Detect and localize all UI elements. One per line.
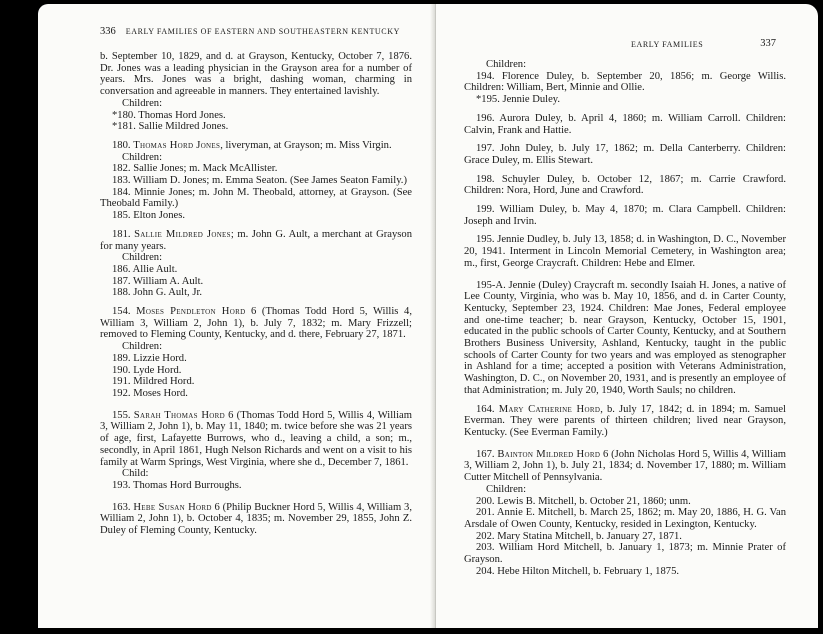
paragraph bbox=[464, 174, 786, 197]
paragraph-text: 198. Schuyler Duley, b. October 12, 1867; m. Carrie Crawford. Children: Nora, Hord, June and Crawford. bbox=[464, 173, 786, 197]
paragraph-text: 190. Lyde Hord. bbox=[112, 364, 182, 376]
page-number: 336 bbox=[100, 26, 116, 37]
paragraph-text: 191. Mildred Hord. bbox=[112, 376, 195, 388]
paragraph-text: Child: bbox=[122, 468, 149, 480]
paragraph-text: Children: bbox=[122, 151, 163, 163]
entry-number: 181. bbox=[112, 228, 131, 240]
paragraph-text: Children: bbox=[486, 59, 527, 70]
paragraph-text: Children: bbox=[122, 97, 163, 109]
paragraph bbox=[100, 229, 412, 252]
paragraph-text: 196. Aurora Duley, b. April 4, 1860; m. William Carroll. Children: Calvin, Frank and Hattie. bbox=[464, 112, 786, 136]
entry-number: 154. bbox=[112, 306, 131, 318]
person-name: Moses Pendleton Hord bbox=[136, 306, 246, 318]
paragraph-text: 202. Mary Statina Mitchell, b. January 27, 1871. bbox=[476, 530, 682, 542]
paragraph-text: 183. William D. Jones; m. Emma Seaton. (See James Seaton Family.) bbox=[112, 175, 407, 187]
paragraph bbox=[464, 71, 786, 94]
paragraph-text: Children: bbox=[122, 252, 163, 264]
paragraph bbox=[100, 468, 412, 480]
paragraph bbox=[100, 152, 412, 164]
paragraph bbox=[100, 110, 412, 122]
paragraph bbox=[100, 306, 412, 341]
paragraph bbox=[464, 496, 786, 508]
paragraph-text: 185. Elton Jones. bbox=[112, 210, 185, 222]
paragraph bbox=[100, 163, 412, 175]
person-name: Thomas Hord Jones bbox=[133, 139, 221, 151]
paragraph-text: , b. July 17, 1842; d. in 1894; m. Samuel Everman. They were parents of thirteen children; lived near Grayson, Kentucky. (See Everman Family.) bbox=[464, 403, 786, 438]
paragraph bbox=[464, 234, 786, 269]
paragraph bbox=[100, 353, 412, 365]
paragraph-text: Children: bbox=[486, 483, 527, 495]
paragraph bbox=[100, 98, 412, 110]
entry-number: 180. bbox=[112, 139, 131, 151]
left-text-column bbox=[100, 51, 412, 537]
paragraph bbox=[100, 121, 412, 133]
running-head: EARLY FAMILIES bbox=[631, 40, 704, 49]
paragraph-text: 184. Minnie Jones; m. John M. Theobald, attorney, at Grayson. (See Theobald Family.) bbox=[100, 186, 412, 210]
person-name: Hebe Susan Hord bbox=[133, 501, 212, 513]
paragraph bbox=[464, 531, 786, 543]
paragraph bbox=[100, 341, 412, 353]
paragraph-text: *195. Jennie Duley. bbox=[476, 94, 561, 106]
paragraph bbox=[100, 140, 412, 152]
person-name: Mary Catherine Hord bbox=[498, 403, 601, 415]
paragraph bbox=[100, 287, 412, 299]
paragraph-text: b. September 10, 1829, and d. at Grayson, Kentucky, October 7, 1876. Dr. Jones was a leading physician in the Grayson area for a number of years. Mrs. Jones was a bright, dashing woman, charming in conversation and agreeable in manners. They entertained lavishly. bbox=[100, 51, 412, 98]
paragraph-text: 194. Florence Duley, b. September 20, 1856; m. George Willis. Children: William, Bert, Minnie and Ollie. bbox=[464, 70, 786, 94]
running-head: EARLY FAMILIES OF EASTERN AND SOUTHEASTERN KENTUCKY bbox=[125, 27, 400, 36]
right-page bbox=[436, 4, 818, 628]
paragraph bbox=[464, 484, 786, 496]
paragraph-text: 204. Hebe Hilton Mitchell, b. February 1, 1875. bbox=[476, 565, 680, 577]
paragraph bbox=[100, 187, 412, 210]
paragraph-text: Children: bbox=[122, 341, 163, 353]
paragraph-text: 197. John Duley, b. July 17, 1862; m. Della Canterberry. Children: Grace Duley, m. Ellis Stewart. bbox=[464, 143, 786, 166]
paragraph bbox=[100, 276, 412, 288]
paragraph bbox=[464, 143, 786, 166]
right-text-column bbox=[464, 59, 786, 577]
entry-number: 164. bbox=[476, 403, 495, 415]
entry-number: 163. bbox=[112, 501, 131, 513]
paragraph bbox=[464, 113, 786, 136]
paragraph bbox=[100, 480, 412, 492]
left-page bbox=[38, 4, 436, 628]
paragraph bbox=[464, 566, 786, 578]
paragraph bbox=[464, 507, 786, 530]
paragraph bbox=[464, 59, 786, 71]
paragraph-text: 182. Sallie Jones; m. Mack McAllister. bbox=[112, 163, 278, 175]
paragraph bbox=[464, 280, 786, 397]
entry-number: 167. bbox=[476, 448, 495, 460]
paragraph-text: 6 (Philip Buckner Hord 5, Willis 4, William 3, William 2, John 1), b. October 4, 1835; m. November 29, 1855, John Z. Duley of Fleming County, Kentucky. bbox=[100, 501, 412, 537]
person-name: Sarah Thomas Hord bbox=[133, 409, 225, 421]
person-name: Sallie Mildred Jones bbox=[134, 228, 231, 240]
paragraph bbox=[100, 252, 412, 264]
left-header bbox=[100, 26, 412, 37]
paragraph-text: *181. Sallie Mildred Jones. bbox=[112, 121, 229, 133]
paragraph-text: 6 (John Nicholas Hord 5, Willis 4, William 3, William 2, John 1), b. July 21, 1834; d. November 17, 1880; m. William Cutter Mitchell of Pennsylvania. bbox=[464, 448, 787, 484]
paragraph-text: *180. Thomas Hord Jones. bbox=[112, 109, 226, 121]
paragraph-text: 203. William Hord Mitchell, b. January 1, 1873; m. Minnie Prater of Grayson. bbox=[464, 542, 786, 566]
paragraph-text: 195-A. Jennie (Duley) Craycraft m. secondly Isaiah H. Jones, a native of Lee County, Virginia, who was b. May 10, 1856, and d. in Carter County, Kentucky, September 23, 1924. Children: Mae Jones, Federal employee and one-time teacher; b. near Grayson, Kentucky, October 15, 1901, educated in the public schools of Carter County, Kentucky, and at Southern Brothers Business University, Ashland, Kentucky, taught in the public schools of Carter County for two years and was employed as stenographer in Ashland for a time; accepted a position with Veterans Administration, Washington, D. C., on November 20, 1931, and is presently an employee of that Administration; m. July 20, 1940, Worth Sauls; no children. bbox=[464, 279, 786, 396]
paragraph bbox=[100, 365, 412, 377]
paragraph-text: 201. Annie E. Mitchell, b. March 25, 1862; m. May 20, 1886, H. G. Van Arsdale of Owen County, Kentucky, resided in Lexington, Kentucky. bbox=[464, 507, 786, 530]
person-name: Bainton Mildred Hord bbox=[497, 448, 601, 460]
entry-number: 155. bbox=[112, 409, 131, 421]
paragraph bbox=[100, 264, 412, 276]
paragraph-text: 195. Jennie Dudley, b. July 13, 1858; d. in Washington, D. C., November 20, 1941. Interment in Lincoln Memorial Cemetery, in Washington area; m., first, George Craycraft. Children: Hebe and Elmer. bbox=[464, 234, 786, 269]
paragraph-text: 199. William Duley, b. May 4, 1870; m. Clara Campbell. Children: Joseph and Irvin. bbox=[464, 204, 786, 227]
paragraph-text: 192. Moses Hord. bbox=[112, 387, 188, 399]
paragraph bbox=[100, 410, 412, 469]
paragraph-text: 6 (Thomas Todd Hord 5, Willis 4, William 3, William 2, John 1), b. May 11, 1840; m. twice before she was 21 years of age, first, Lafayette Burrows, who d., leaving a child, a son; m., secondly, in April 1861, Hugh Nelson Richards and went on a visit to his family at Warm Springs, West Virginia, where she d., December 7, 1861. bbox=[100, 409, 412, 468]
paragraph bbox=[100, 51, 412, 98]
paragraph bbox=[464, 204, 786, 227]
paragraph-text: 186. Allie Ault. bbox=[112, 263, 178, 275]
page-number: 337 bbox=[760, 38, 776, 49]
paragraph-text: 200. Lewis B. Mitchell, b. October 21, 1860; unm. bbox=[476, 495, 691, 507]
paragraph-text: , liveryman, at Grayson; m. Miss Virgin. bbox=[220, 139, 392, 151]
paragraph bbox=[100, 175, 412, 187]
paragraph bbox=[100, 376, 412, 388]
paragraph bbox=[464, 542, 786, 565]
paragraph-text: 187. William A. Ault. bbox=[112, 275, 204, 287]
paragraph-text: 6 (Thomas Todd Hord 5, Willis 4, William 3, William 2, John 1), b. July 7, 1832; m. Mary Frizzell; removed to Fleming County, Kentucky, and d. there, February 27, 1871. bbox=[100, 306, 412, 341]
paragraph bbox=[464, 449, 786, 484]
paragraph-text: ; m. John G. Ault, a merchant at Grayson for many years. bbox=[100, 228, 412, 252]
paragraph bbox=[100, 210, 412, 222]
paragraph bbox=[100, 502, 412, 537]
paragraph-text: 193. Thomas Hord Burroughs. bbox=[112, 479, 242, 491]
paragraph bbox=[464, 94, 786, 106]
paragraph-text: 189. Lizzie Hord. bbox=[112, 352, 187, 364]
paragraph bbox=[100, 388, 412, 400]
paragraph-text: 188. John G. Ault, Jr. bbox=[112, 287, 203, 299]
paragraph bbox=[464, 404, 786, 439]
